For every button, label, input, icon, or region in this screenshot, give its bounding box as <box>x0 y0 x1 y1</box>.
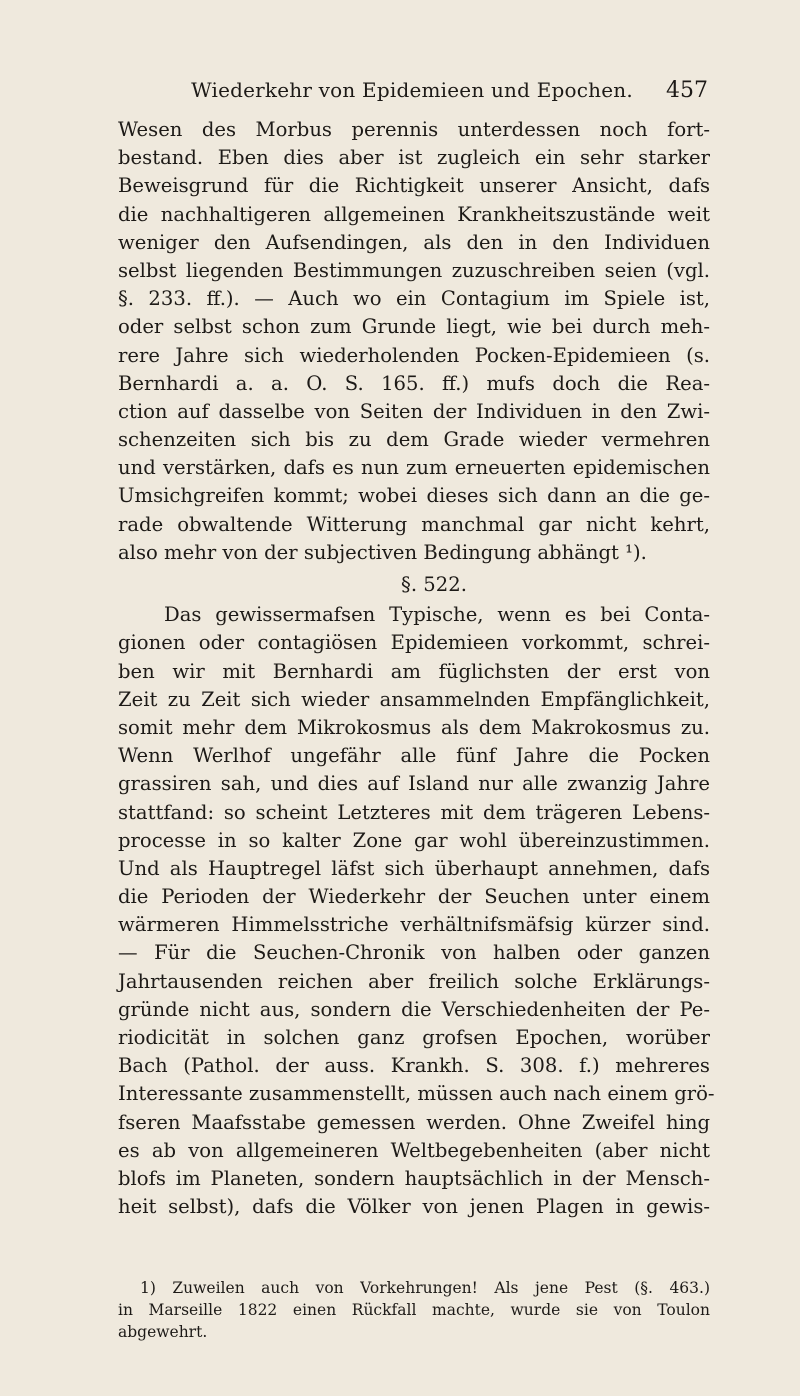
paragraph <box>118 116 710 567</box>
text-line: grassiren sah, und dies auf Island nur alle zwanzig Jahre <box>118 772 710 796</box>
footnote-line: 1) Zuweilen auch von Vorkehrungen! Als jene Pest (§. 463.) <box>140 1279 710 1297</box>
text-line: weniger den Aufsendingen, als den in den Individuen <box>118 230 710 254</box>
text-line: Wesen des Morbus perennis unterdessen noch fort- <box>118 118 710 141</box>
text-line: rere Jahre sich wiederholenden Pocken-Epidemieen (s. <box>118 343 710 367</box>
footnote-line: abgewehrt. <box>118 1323 208 1341</box>
text-line: schenzeiten sich bis zu dem Grade wieder vermehren <box>118 428 710 452</box>
text-line: Zeit zu Zeit sich wieder ansammelnden Empfänglichkeit, <box>118 687 710 711</box>
text-line: gründe nicht aus, sondern die Verschiedenheiten der Pe- <box>118 997 710 1021</box>
text-line: — Für die Seuchen-Chronik von halben oder ganzen <box>118 941 710 965</box>
text-line: oder selbst schon zum Grunde liegt, wie bei durch meh- <box>118 315 710 339</box>
text-line: riodicität in solchen ganz grofsen Epochen, worüber <box>118 1026 710 1049</box>
text-line: stattfand: so scheint Letzteres mit dem trägeren Lebens- <box>118 800 710 824</box>
text-line: Bach (Pathol. der auss. Krankh. S. 308. f.) mehreres <box>118 1054 710 1078</box>
text-line: Und als Hauptregel läfst sich überhaupt annehmen, dafs <box>118 856 710 880</box>
running-title: Wiederkehr von Epidemieen und Epochen. <box>191 78 633 102</box>
footnotes <box>118 1277 710 1343</box>
paragraph <box>118 601 715 1221</box>
text-line: blofs im Planeten, sondern hauptsächlich in der Mensch- <box>118 1166 710 1190</box>
text-line: heit selbst), dafs die Völker von jenen Plagen in gewis- <box>118 1195 710 1219</box>
text-line: §. 233. ff.). — Auch wo ein Contagium im Spiele ist, <box>118 287 710 311</box>
body-text <box>118 116 715 1221</box>
footnote-line: in Marseille 1822 einen Rückfall machte, wurde sie von Toulon <box>118 1301 710 1319</box>
text-line: Beweisgrund für die Richtigkeit unserer Ansicht, dafs <box>118 174 710 198</box>
text-line: Umsichgreifen kommt; wobei dieses sich dann an die ge- <box>118 484 710 508</box>
running-head <box>118 78 708 108</box>
text-line: die nachhaltigeren allgemeinen Krankheitszustände weit <box>118 202 710 226</box>
text-line: es ab von allgemeineren Weltbegebenheiten (aber nicht <box>118 1138 710 1162</box>
page-number: 457 <box>666 78 708 103</box>
text-line: Interessante zusammenstellt, müssen auch nach einem grö- <box>118 1082 715 1106</box>
text-line: Das gewissermafsen Typische, wenn es bei Conta- <box>164 603 710 627</box>
text-line: rade obwaltende Witterung manchmal gar nicht kehrt, <box>118 512 710 536</box>
text-line: Jahrtausenden reichen aber freilich solche Erklärungs- <box>118 969 710 993</box>
text-line: Wenn Werlhof ungefähr alle fünf Jahre die Pocken <box>118 744 710 768</box>
text-line: gionen oder contagiösen Epidemieen vorkommt, schrei- <box>118 631 710 655</box>
text-line: ben wir mit Bernhardi am füglichsten der erst von <box>118 659 710 683</box>
text-line: also mehr von der subjectiven Bedingung abhängt ¹). <box>118 540 647 564</box>
text-line: wärmeren Himmelsstriche verhältnifsmäfsig kürzer sind. <box>118 913 710 937</box>
text-line: und verstärken, dafs es nun zum erneuerten epidemischen <box>118 456 710 480</box>
text-line: Bernhardi a. a. O. S. 165. ff.) mufs doch die Rea- <box>118 371 710 395</box>
text-line: die Perioden der Wiederkehr der Seuchen unter einem <box>118 885 710 909</box>
text-line: fseren Maafsstabe gemessen werden. Ohne Zweifel hing <box>118 1110 710 1134</box>
text-line: bestand. Eben dies aber ist zugleich ein sehr starker <box>118 146 710 170</box>
text-line: somit mehr dem Mikrokosmus als dem Makrokosmus zu. <box>118 715 710 739</box>
text-line: selbst liegenden Bestimmungen zuzuschreiben seien (vgl. <box>118 258 710 282</box>
text-line: processe in so kalter Zone gar wohl übereinzustimmen. <box>118 828 710 852</box>
section-heading: §. 522. <box>401 573 467 596</box>
text-line: ction auf dasselbe von Seiten der Individuen in den Zwi- <box>118 399 710 423</box>
